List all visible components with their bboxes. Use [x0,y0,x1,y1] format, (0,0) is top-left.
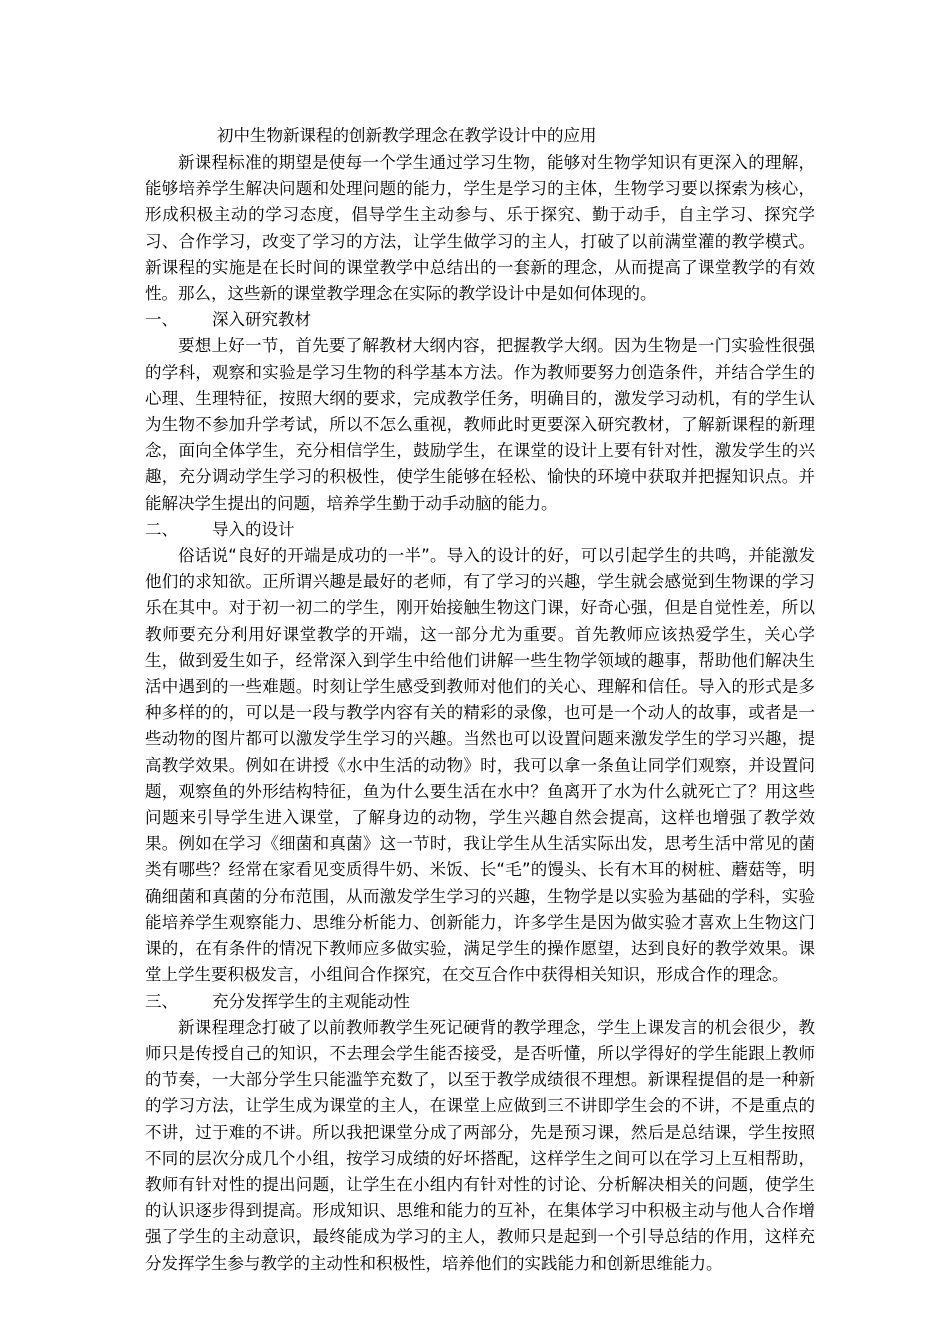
intro-paragraph: 新课程标准的期望是使每一个学生通过学习生物，能够对生物学知识有更深入的理解，能够培养学生解决问题和处理问题的能力，学生是学习的主体，生物学习要以探索为核心，形成积极主动的学习态度，倡导学生主动参与、乐于探究、勤于动手，自主学习、探究学习、合作学习，改变了学习的方法，让学生做学习的主人，打破了以前满堂灌的教学模式。新课程的实施是在长时间的课堂教学中总结出的一套新的理念，从而提高了课堂教学的有效性。那么，这些新的课堂教学理念在实际的教学设计中是如何体现的。 [145,153,815,304]
section-1-paragraph: 要想上好一节，首先要了解教材大纲内容，把握教学大纲。因为生物是一门实验性很强的学科，观察和实验是学习生物的科学基本方法。作为教师要努力创造条件，并结合学生的心理、生理特征，按照大纲的要求，完成教学任务，明确目的，激发学习动机，有的学生认为生物不参加升学考试，所以不怎么重视，教师此时更要深入研究教材，了解新课程的新理念，面向全体学生，充分相信学生，鼓励学生，在课堂的设计上要有针对性，激发学生的兴趣，充分调动学生学习的积极性，使学生能够在轻松、愉快的环境中获取并把握知识点。并能解决学生提出的问题，培养学生勤于动手动脑的能力。 [145,336,815,513]
section-3-paragraph: 新课程理念打破了以前教师教学生死记硬背的教学理念，学生上课发言的机会很少，教师只是传授自己的知识，不去理会学生能否接受，是否听懂，所以学得好的学生能跟上教师的节奏，一大部分学生只能滥竽充数了，以至于教学成绩很不理想。新课程提倡的是一种新的学习方法，让学生成为课堂的主人，在课堂上应做到三不讲即学生会的不讲，不是重点的不讲，过于难的不讲。所以我把课堂分成了两部分，先是预习课，然后是总结课，学生按照不同的层次分成几个小组，按学习成绩的好坏搭配，这样学生之间可以在学习上互相帮助，教师有针对性的提出问题，让学生在小组内有针对性的讨论、分析解决相关的问题，使学生的认识逐步得到提高。形成知识、思维和能力的互补，在集体学习中积极主动与他人合作增强了学生的主动意识，最终能成为学习的主人，教师只是起到一个引导总结的作用，这样充分发挥学生参与教学的主动性和积极性，培养他们的实践能力和创新思维能力。 [145,1017,815,1273]
section-1-heading [145,307,815,333]
section-2-heading [145,517,815,543]
document-page [145,124,815,1277]
section-2-title: 导入的设计 [212,519,295,539]
section-1-number: 一、 [145,310,178,330]
section-3-title: 充分发挥学生的主观能动性 [212,991,410,1011]
section-1-title: 深入研究教材 [212,310,311,330]
section-3-heading [145,989,815,1015]
section-2-number: 二、 [145,519,178,539]
section-2-paragraph: 俗话说“良好的开端是成功的一半”。导入的设计的好，可以引起学生的共鸣，并能激发他们的求知欲。正所谓兴趣是最好的老师，有了学习的兴趣，学生就会感觉到生物课的学习乐在其中。对于初一初二的学生，刚开始接触生物这门课，好奇心强，但是自觉性差，所以教师要充分利用好课堂教学的开端，这一部分尤为重要。首先教师应该热爱学生，关心学生，做到爱生如子，经常深入到学生中给他们讲解一些生物学领域的趣事，帮助他们解决生活中遇到的一些难题。时刻让学生感受到教师对他们的关心、理解和信任。导入的形式是多种多样的的，可以是一段与教学内容有关的精彩的录像，也可是一个动人的故事，或者是一些动物的图片都可以激发学生学习的兴趣。当然也可以设置问题来激发学生的学习兴趣，提高教学效果。例如在讲授《水中生活的动物》时，我可以拿一条鱼让同学们观察，并设置问题，观察鱼的外形结构特征，鱼为什么要生活在水中？鱼离开了水为什么就死亡了？用这些问题来引导学生进入课堂，了解身边的动物，学生兴趣自然会提高，这样也增强了教学效果。例如在学习《细菌和真菌》这一节时，我让学生从生活实际出发，思考生活中常见的菌类有哪些？经常在家看见变质得牛奶、米饭、长“毛”的馒头、长有木耳的树桩、蘑菇等，明确细菌和真菌的分布范围，从而激发学生学习的兴趣，生物学是以实验为基础的学科，实验能培养学生观察能力、思维分析能力、创新能力，许多学生是因为做实验才喜欢上生物这门课的，在有条件的情况下教师应多做实验，满足学生的操作愿望，达到良好的教学效果。课堂上学生要积极发言，小组间合作探究，在交互合作中获得相关知识，形成合作的理念。 [145,546,815,985]
section-3-number: 三、 [145,991,178,1011]
document-title: 初中生物新课程的创新教学理念在教学设计中的应用 [217,126,597,145]
